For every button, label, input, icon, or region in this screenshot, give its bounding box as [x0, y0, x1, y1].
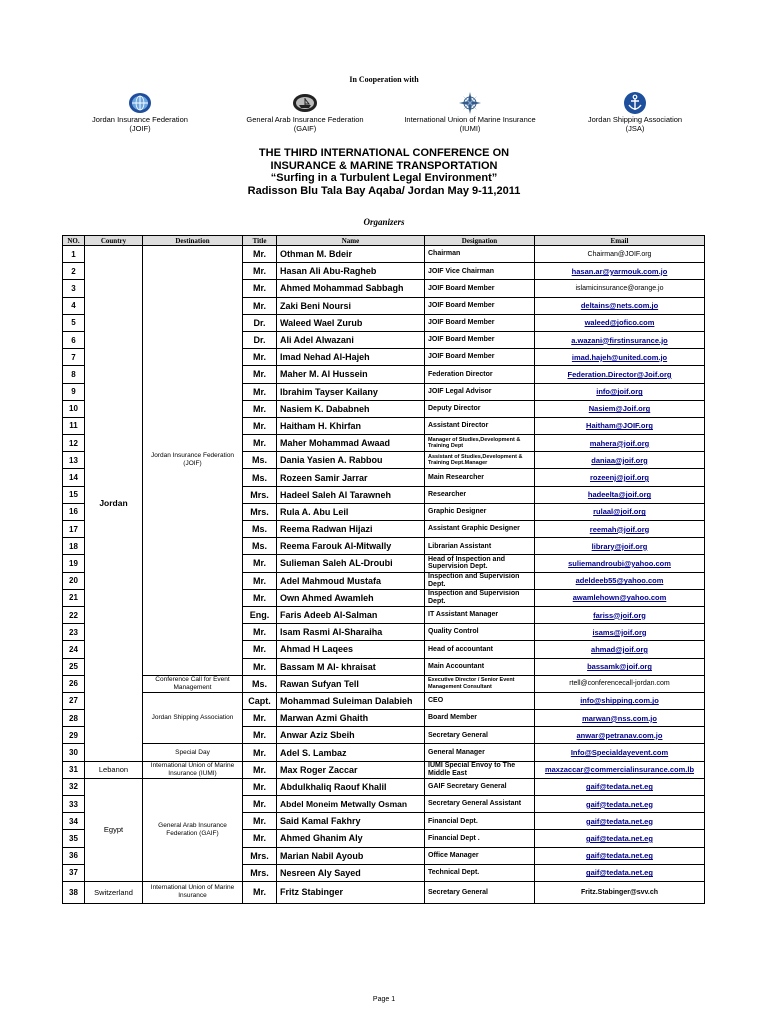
row-title: Mr. — [243, 280, 277, 297]
row-name: Faris Adeeb Al-Salman — [277, 606, 425, 623]
row-name: Maher Mohammad Awaad — [277, 435, 425, 452]
row-title: Mr. — [243, 572, 277, 589]
row-title: Mrs. — [243, 864, 277, 881]
email-link[interactable]: library@joif.org — [535, 538, 705, 555]
header-name: Name — [277, 236, 425, 246]
row-title: Ms. — [243, 675, 277, 692]
email-link[interactable]: anwar@petranav.com.jo — [535, 727, 705, 744]
row-title: Mrs. — [243, 503, 277, 520]
row-title: Mr. — [243, 658, 277, 675]
row-no: 17 — [63, 521, 85, 538]
row-name: Maher M. Al Hussein — [277, 366, 425, 383]
row-name: Sulieman Saleh AL-Droubi — [277, 555, 425, 572]
destination-cell: Jordan Insurance Federation (JOIF) — [143, 246, 243, 676]
row-designation: JOIF Board Member — [425, 280, 535, 297]
row-designation: Inspection and Supervision Dept. — [425, 589, 535, 606]
table-row — [63, 778, 705, 795]
org-name: Jordan Shipping Association — [587, 115, 683, 124]
row-no: 29 — [63, 727, 85, 744]
destination-cell: Conference Call for Event Management — [143, 675, 243, 692]
row-no: 8 — [63, 366, 85, 383]
partner-organizations — [60, 92, 730, 134]
header-email: Email — [535, 236, 705, 246]
row-name: Ibrahim Tayser Kailany — [277, 383, 425, 400]
row-name: Adel S. Lambaz — [277, 744, 425, 761]
row-name: Isam Rasmi Al-Sharaiha — [277, 624, 425, 641]
email-link[interactable]: hadeelta@joif.org — [535, 486, 705, 503]
section-label: Organizers — [363, 217, 405, 227]
row-designation: GAIF Secretary General — [425, 778, 535, 795]
row-name: Ahmed Mohammad Sabbagh — [277, 280, 425, 297]
row-no: 24 — [63, 641, 85, 658]
email-link[interactable]: awamlehown@yahoo.com — [535, 589, 705, 606]
row-no: 16 — [63, 503, 85, 520]
org-abbr: (JSA) — [625, 124, 645, 133]
row-no: 28 — [63, 710, 85, 727]
title-line-4: Radisson Blu Tala Bay Aqaba/ Jordan May 9-11,2011 — [247, 184, 521, 197]
row-title: Mr. — [243, 297, 277, 314]
row-designation: JOIF Board Member — [425, 349, 535, 366]
row-title: Mr. — [243, 641, 277, 658]
row-title: Mr. — [243, 796, 277, 813]
row-title: Mr. — [243, 349, 277, 366]
row-title: Mr. — [243, 589, 277, 606]
org-gaif — [225, 92, 385, 133]
row-name: Abdulkhaliq Raouf Khalil — [277, 778, 425, 795]
org-abbr: (GAIF) — [293, 124, 317, 133]
row-no: 9 — [63, 383, 85, 400]
row-designation: Head of Inspection and Supervision Dept. — [425, 555, 535, 572]
row-title: Mr. — [243, 400, 277, 417]
title-line-1: THE THIRD INTERNATIONAL CONFERENCE ON — [258, 147, 510, 159]
header-no: NO. — [63, 236, 85, 246]
anchor-emblem-icon — [555, 92, 715, 114]
row-name: Zaki Beni Noursi — [277, 297, 425, 314]
org-name: General Arab Insurance Federation — [246, 115, 364, 124]
row-name: Waleed Wael Zurub — [277, 314, 425, 331]
org-name: Jordan Insurance Federation — [92, 115, 188, 124]
email-link[interactable]: suliemandroubi@yahoo.com — [535, 555, 705, 572]
row-designation: Executive Director / Senior Event Management Consultant — [425, 675, 535, 692]
email-link[interactable]: imad.hajeh@united.com.jo — [535, 349, 705, 366]
row-title: Ms. — [243, 538, 277, 555]
email-link[interactable]: fariss@joif.org — [535, 606, 705, 623]
table-header-row — [63, 236, 705, 246]
row-designation: JOIF Vice Chairman — [425, 263, 535, 280]
row-designation: Manager of Studies,Development & Training Dept — [425, 435, 535, 452]
row-designation: Chairman — [425, 246, 535, 263]
row-name: Marwan Azmi Ghaith — [277, 710, 425, 727]
row-designation: Technical Dept. — [425, 864, 535, 881]
destination-cell: International Union of Marine Insurance — [143, 881, 243, 903]
email-link[interactable]: Info@Specialdayevent.com — [535, 744, 705, 761]
row-name: Imad Nehad Al-Hajeh — [277, 349, 425, 366]
page-number: Page 1 — [372, 996, 396, 1003]
row-title: Mr. — [243, 435, 277, 452]
row-no: 10 — [63, 400, 85, 417]
row-name: Bassam M Al- khraisat — [277, 658, 425, 675]
row-designation: General Manager — [425, 744, 535, 761]
row-no: 33 — [63, 796, 85, 813]
row-name: Reema Farouk Al-Mitwally — [277, 538, 425, 555]
row-designation: Secretary General — [425, 727, 535, 744]
row-designation: CEO — [425, 692, 535, 709]
row-designation: Assistant Graphic Designer — [425, 521, 535, 538]
email-link[interactable]: gaif@tedata.net.eg — [535, 864, 705, 881]
row-name: Adel Mahmoud Mustafa — [277, 572, 425, 589]
row-name: Othman M. Bdeir — [277, 246, 425, 263]
row-title: Mrs. — [243, 486, 277, 503]
row-no: 4 — [63, 297, 85, 314]
row-no: 14 — [63, 469, 85, 486]
row-name: Hadeel Saleh Al Tarawneh — [277, 486, 425, 503]
row-title: Mr. — [243, 761, 277, 778]
row-title: Capt. — [243, 692, 277, 709]
row-no: 11 — [63, 417, 85, 434]
email-link[interactable]: maxzaccar@commercialinsurance.com.lb — [535, 761, 705, 778]
row-designation: Secretary General — [425, 881, 535, 903]
title-line-3: “Surfing in a Turbulent Legal Environment” — [270, 172, 498, 184]
row-email: islamicinsurance@orange.jo — [535, 280, 705, 297]
row-no: 21 — [63, 589, 85, 606]
email-link[interactable]: daniaa@joif.org — [535, 452, 705, 469]
row-designation: IUMI Special Envoy to The Middle East — [425, 761, 535, 778]
row-name: Ahmad H Laqees — [277, 641, 425, 658]
cooperation-label: In Cooperation with — [349, 75, 419, 84]
row-no: 31 — [63, 761, 85, 778]
header-destination: Destination — [143, 236, 243, 246]
row-title: Mr. — [243, 366, 277, 383]
organizers-table — [62, 235, 705, 904]
country-cell: Jordan — [85, 246, 143, 762]
row-title: Mr. — [243, 830, 277, 847]
org-jsa — [555, 92, 715, 133]
row-name: Rozeen Samir Jarrar — [277, 469, 425, 486]
row-no: 3 — [63, 280, 85, 297]
compass-rose-icon — [390, 92, 550, 114]
row-title: Ms. — [243, 521, 277, 538]
row-no: 1 — [63, 246, 85, 263]
row-title: Mr. — [243, 263, 277, 280]
row-no: 23 — [63, 624, 85, 641]
row-title: Ms. — [243, 469, 277, 486]
row-name: Anwar Aziz Sbeih — [277, 727, 425, 744]
email-link[interactable]: hasan.ar@yarmouk.com.jo — [535, 263, 705, 280]
title-line-2: INSURANCE & MARINE TRANSPORTATION — [270, 159, 498, 172]
email-link[interactable]: gaif@tedata.net.eg — [535, 813, 705, 830]
table-row — [63, 744, 705, 761]
row-name: Max Roger Zaccar — [277, 761, 425, 778]
table-row — [63, 692, 705, 709]
email-link[interactable]: a.wazani@firstinsurance.jo — [535, 331, 705, 348]
row-name: Abdel Moneim Metwally Osman — [277, 796, 425, 813]
email-link[interactable]: Haitham@JOIF.org — [535, 417, 705, 434]
org-abbr: (IUMI) — [459, 124, 481, 133]
email-link[interactable]: gaif@tedata.net.eg — [535, 796, 705, 813]
row-name: Nasiem K. Dababneh — [277, 400, 425, 417]
row-no: 7 — [63, 349, 85, 366]
row-email: Chairman@JOIF.org — [535, 246, 705, 263]
row-designation: Graphic Designer — [425, 503, 535, 520]
conference-title — [0, 147, 768, 197]
row-title: Mr. — [243, 727, 277, 744]
row-name: Hasan Ali Abu-Ragheb — [277, 263, 425, 280]
destination-cell: International Union of Marine Insurance (IUMI) — [143, 761, 243, 778]
row-name: Own Ahmed Awamleh — [277, 589, 425, 606]
row-no: 2 — [63, 263, 85, 280]
row-name: Marian Nabil Ayoub — [277, 847, 425, 864]
row-name: Rula A. Abu Leil — [277, 503, 425, 520]
row-no: 18 — [63, 538, 85, 555]
row-title: Mr. — [243, 417, 277, 434]
row-title: Eng. — [243, 606, 277, 623]
row-no: 19 — [63, 555, 85, 572]
row-title: Mr. — [243, 555, 277, 572]
header-country: Country — [85, 236, 143, 246]
country-cell: Lebanon — [85, 761, 143, 778]
email-link[interactable]: reemah@joif.org — [535, 521, 705, 538]
row-title: Mr. — [243, 881, 277, 903]
destination-cell: Special Day — [143, 744, 243, 761]
row-designation: JOIF Legal Advisor — [425, 383, 535, 400]
row-designation: JOIF Board Member — [425, 314, 535, 331]
row-designation: Inspection and Supervision Dept. — [425, 572, 535, 589]
table-row — [63, 246, 705, 263]
header-designation: Designation — [425, 236, 535, 246]
row-no: 12 — [63, 435, 85, 452]
row-title: Ms. — [243, 452, 277, 469]
email-link[interactable]: rulaal@joif.org — [535, 503, 705, 520]
email-link[interactable]: Nasiem@Joif.org — [535, 400, 705, 417]
row-name: Haitham H. Khirfan — [277, 417, 425, 434]
row-no: 27 — [63, 692, 85, 709]
row-title: Mr. — [243, 624, 277, 641]
row-no: 6 — [63, 331, 85, 348]
row-no: 36 — [63, 847, 85, 864]
row-designation: JOIF Board Member — [425, 331, 535, 348]
row-title: Mr. — [243, 744, 277, 761]
row-name: Nesreen Aly Sayed — [277, 864, 425, 881]
row-title: Dr. — [243, 314, 277, 331]
row-no: 38 — [63, 881, 85, 903]
table-row — [63, 761, 705, 778]
email-link[interactable]: waleed@jofico.com — [535, 314, 705, 331]
email-link[interactable]: marwan@nss.com.jo — [535, 710, 705, 727]
row-no: 5 — [63, 314, 85, 331]
email-link[interactable]: info@joif.org — [535, 383, 705, 400]
destination-cell: Jordan Shipping Association — [143, 692, 243, 744]
row-designation: Main Accountant — [425, 658, 535, 675]
row-designation: Main Researcher — [425, 469, 535, 486]
email-link[interactable]: info@shipping.com.jo — [535, 692, 705, 709]
org-joif — [60, 92, 220, 133]
row-no: 34 — [63, 813, 85, 830]
row-designation: JOIF Board Member — [425, 297, 535, 314]
row-designation: Librarian Assistant — [425, 538, 535, 555]
email-link[interactable]: mahera@joif.org — [535, 435, 705, 452]
row-title: Mr. — [243, 778, 277, 795]
row-name: Rawan Sufyan Tell — [277, 675, 425, 692]
row-designation: Researcher — [425, 486, 535, 503]
row-no: 22 — [63, 606, 85, 623]
row-name: Said Kamal Fakhry — [277, 813, 425, 830]
header-title: Title — [243, 236, 277, 246]
row-designation: Financial Dept . — [425, 830, 535, 847]
row-designation: Head of accountant — [425, 641, 535, 658]
email-link[interactable]: gaif@tedata.net.eg — [535, 830, 705, 847]
row-designation: Secretary General Assistant — [425, 796, 535, 813]
row-title: Dr. — [243, 331, 277, 348]
row-no: 15 — [63, 486, 85, 503]
country-cell: Switzerland — [85, 881, 143, 903]
row-no: 32 — [63, 778, 85, 795]
row-designation: Financial Dept. — [425, 813, 535, 830]
row-designation: Quality Control — [425, 624, 535, 641]
row-name: Reema Radwan Hijazi — [277, 521, 425, 538]
row-no: 26 — [63, 675, 85, 692]
ship-emblem-icon — [225, 92, 385, 114]
row-name: Ali Adel Alwazani — [277, 331, 425, 348]
org-name: International Union of Marine Insurance — [404, 115, 536, 124]
row-title: Mr. — [243, 246, 277, 263]
row-title: Mr. — [243, 383, 277, 400]
email-link[interactable]: deltains@nets.com.jo — [535, 297, 705, 314]
table-row — [63, 675, 705, 692]
destination-cell: General Arab Insurance Federation (GAIF) — [143, 778, 243, 881]
email-link[interactable]: adeldeeb55@yahoo.com — [535, 572, 705, 589]
row-no: 13 — [63, 452, 85, 469]
globe-emblem-icon — [60, 92, 220, 114]
email-link[interactable]: gaif@tedata.net.eg — [535, 778, 705, 795]
email-link[interactable]: gaif@tedata.net.eg — [535, 847, 705, 864]
row-name: Mohammad Suleiman Dalabieh — [277, 692, 425, 709]
row-name: Dania Yasien A. Rabbou — [277, 452, 425, 469]
country-cell: Egypt — [85, 778, 143, 881]
row-designation: Office Manager — [425, 847, 535, 864]
row-no: 35 — [63, 830, 85, 847]
org-iumi — [390, 92, 550, 133]
row-email: rtell@conferencecall-jordan.com — [535, 675, 705, 692]
row-designation: Board Member — [425, 710, 535, 727]
org-abbr: (JOIF) — [129, 124, 151, 133]
row-title: Mr. — [243, 813, 277, 830]
email-link[interactable]: bassamk@joif.org — [535, 658, 705, 675]
row-designation: Federation Director — [425, 366, 535, 383]
row-no: 30 — [63, 744, 85, 761]
email-link[interactable]: isams@joif.org — [535, 624, 705, 641]
row-designation: Assistant Director — [425, 417, 535, 434]
email-link[interactable]: Federation.Director@Joif.org — [535, 366, 705, 383]
table-row — [63, 881, 705, 903]
email-link[interactable]: rozeenj@joif.org — [535, 469, 705, 486]
row-email: Fritz.Stabinger@svv.ch — [535, 881, 705, 903]
row-title: Mr. — [243, 710, 277, 727]
email-link[interactable]: ahmad@joif.org — [535, 641, 705, 658]
row-no: 20 — [63, 572, 85, 589]
row-no: 37 — [63, 864, 85, 881]
row-designation: Assistant of Studies,Development & Training Dept.Manager — [425, 452, 535, 469]
row-title: Mrs. — [243, 847, 277, 864]
row-name: Fritz Stabinger — [277, 881, 425, 903]
row-no: 25 — [63, 658, 85, 675]
row-name: Ahmed Ghanim Aly — [277, 830, 425, 847]
row-designation: IT Assistant Manager — [425, 606, 535, 623]
row-designation: Deputy Director — [425, 400, 535, 417]
